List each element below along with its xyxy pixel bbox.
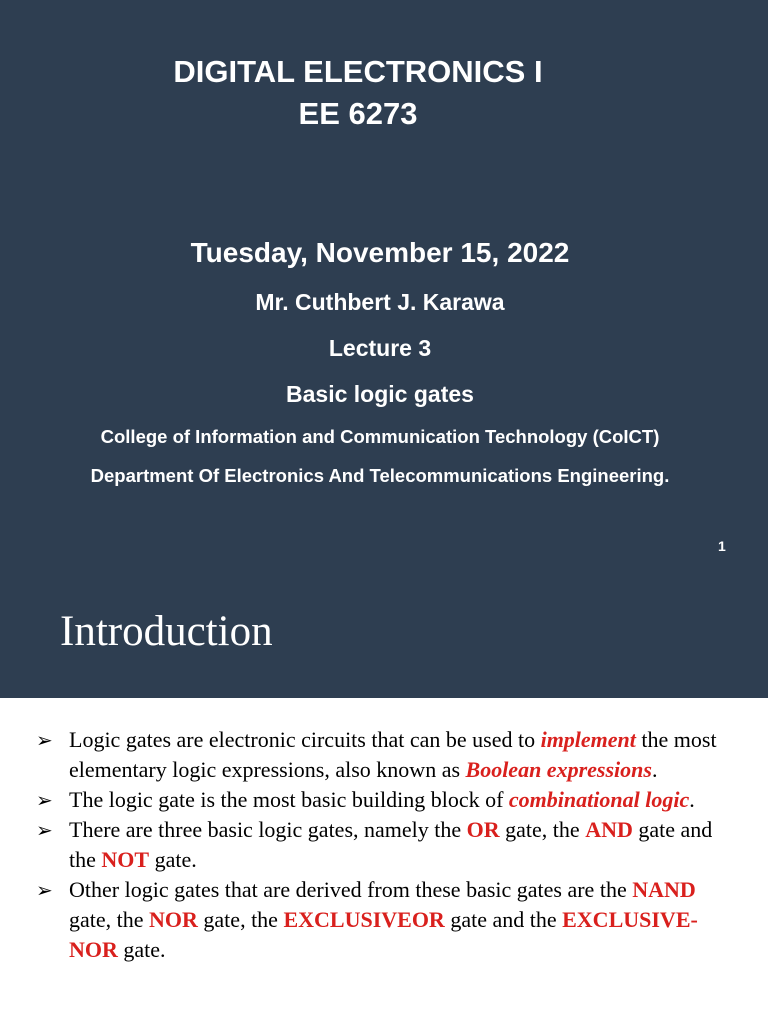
bullet-text: the most elementary logic expressions, also known as xyxy=(69,727,717,782)
bullet-item xyxy=(36,725,736,785)
highlight-term: Boolean expressions xyxy=(465,757,652,782)
arrowhead-bullet-icon: ➢ xyxy=(36,878,53,902)
arrowhead-bullet-icon: ➢ xyxy=(36,728,53,752)
college-name: College of Information and Communication Technology (CoICT) xyxy=(100,426,660,447)
highlight-term: NOT xyxy=(101,847,150,872)
bullet-text: gate. xyxy=(149,847,197,872)
introduction-title: Introduction xyxy=(60,608,273,655)
highlight-term: EXCLUSIVE-NOR xyxy=(69,907,698,962)
arrowhead-bullet-icon: ➢ xyxy=(36,818,53,842)
introduction-body xyxy=(0,698,768,1024)
bullet-list xyxy=(36,725,736,965)
highlight-term: NAND xyxy=(632,877,696,902)
bullet-text: gate and the xyxy=(69,817,713,872)
bullet-text: gate, the xyxy=(499,817,586,842)
lecture-date: Tuesday, November 15, 2022 xyxy=(190,237,570,268)
bullet-text: gate, the xyxy=(197,907,284,932)
bullet-item xyxy=(36,875,736,965)
lecture-number: Lecture 3 xyxy=(328,335,432,361)
bullet-item xyxy=(36,785,736,815)
bullet-text: gate, the xyxy=(69,907,150,932)
highlight-term: combinational logic xyxy=(508,787,690,812)
introduction-header xyxy=(0,576,768,698)
slide-number: 1 xyxy=(718,538,726,554)
bullet-text: . xyxy=(689,787,695,812)
department-name: Department Of Electronics And Telecommunications Engineering. xyxy=(90,465,670,486)
bullet-text: gate and the xyxy=(444,907,563,932)
highlight-term: OR xyxy=(466,817,500,842)
highlight-term: implement xyxy=(540,727,636,752)
highlight-term: AND xyxy=(585,817,633,842)
lecturer-name: Mr. Cuthbert J. Karawa xyxy=(255,289,505,315)
lecture-topic: Basic logic gates xyxy=(286,381,474,407)
highlight-term: EXCLUSIVEOR xyxy=(283,907,445,932)
bullet-text: Logic gates are electronic circuits that can be used to xyxy=(69,727,541,752)
course-title: DIGITAL ELECTRONICS I xyxy=(173,54,543,89)
bullet-text: . xyxy=(651,757,658,782)
bullet-text: There are three basic logic gates, namely the xyxy=(69,817,467,842)
bullet-text: Other logic gates that are derived from these basic gates are the xyxy=(69,877,633,902)
course-code: EE 6273 xyxy=(298,96,418,131)
arrowhead-bullet-icon: ➢ xyxy=(36,788,53,812)
bullet-text: gate. xyxy=(117,937,166,962)
highlight-term: NOR xyxy=(149,907,198,932)
bullet-text: The logic gate is the most basic building block of xyxy=(69,787,509,812)
bullet-item xyxy=(36,815,736,875)
